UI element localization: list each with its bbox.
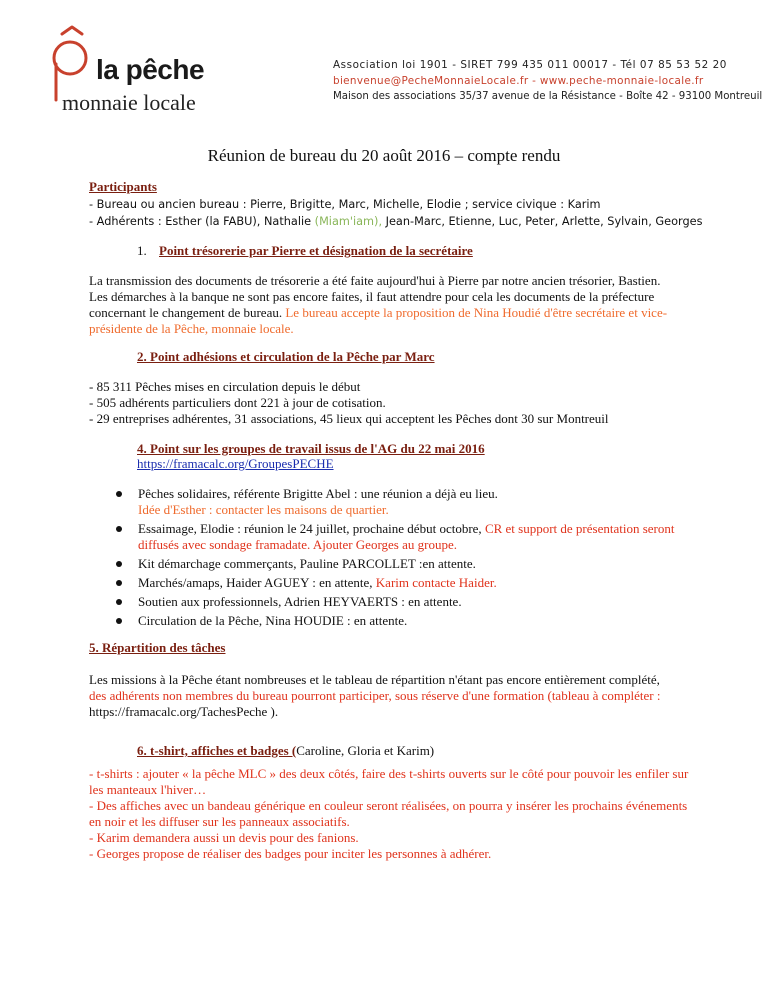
list-item <box>89 594 689 610</box>
item-text: Soutien aux professionnels, Adrien HEYVAERTS : en attente. <box>138 594 462 609</box>
section6-heading-row <box>137 743 434 759</box>
item-note: Karim contacte Haider. <box>375 575 497 590</box>
groups-link[interactable]: https://framacalc.org/GroupesPECHE <box>137 456 334 471</box>
bullet-icon <box>116 526 122 532</box>
section1-heading-row <box>137 243 473 259</box>
section2-list <box>89 379 689 427</box>
participants-members <box>89 213 703 230</box>
participants-heading: Participants <box>89 179 157 194</box>
section6-line: - Karim demandera aussi un devis pour des fanions. <box>89 830 359 845</box>
item-text: Marchés/amaps, Haider AGUEY : en attente, <box>138 575 376 590</box>
item-text: Circulation de la Pêche, Nina HOUDIE : en attente. <box>138 613 408 628</box>
section2-line: - 505 adhérents particuliers dont 221 à jour de cotisation. <box>89 395 386 410</box>
org-address-line: Maison des associations 35/37 avenue de la Résistance - Boîte 42 - 93100 Montreuil <box>333 91 763 102</box>
bullet-icon <box>116 618 122 624</box>
section6-line: - Des affiches avec un bandeau générique en couleur seront réalisées, on pourra y insérer les prochains événements en noir et les diffuser sur les panneaux associatifs. <box>89 798 688 829</box>
section1-body <box>89 273 679 337</box>
page-title: Réunion de bureau du 20 août 2016 – compte rendu <box>207 146 561 165</box>
section6-heading: 6. t-shirt, affiches et badges ( <box>137 743 297 758</box>
section5-text-b: https://framacalc.org/TachesPeche ). <box>89 704 279 719</box>
org-legal-line: Association loi 1901 - SIRET 799 435 011 00017 - Tél 07 85 53 52 20 <box>333 59 727 71</box>
section4-heading: 4. Point sur les groupes de travail issus de l'AG du 22 mai 2016 <box>137 441 485 456</box>
list-item <box>89 613 689 629</box>
section1-heading: Point trésorerie par Pierre et désignation de la secrétaire <box>159 243 473 258</box>
section1-number: 1. <box>137 243 147 258</box>
list-item <box>89 521 689 553</box>
item-text: Kit démarchage commerçants, Pauline PARCOLLET :en attente. <box>138 556 476 571</box>
logo-name: la pêche <box>96 54 205 85</box>
section5-text-a: Les missions à la Pêche étant nombreuses et le tableau de répartition n'étant pas encore entièrement complété, <box>89 672 660 687</box>
bullet-icon <box>116 491 122 497</box>
bullet-icon <box>116 599 122 605</box>
members-text-b: Jean-Marc, Etienne, Luc, Peter, Arlette, Sylvain, Georges <box>382 215 703 228</box>
working-groups-list <box>89 486 689 632</box>
section6-list <box>89 766 689 862</box>
members-highlight: (Miam'iam), <box>314 215 383 228</box>
logo-subtitle: monnaie locale <box>62 90 196 115</box>
list-item <box>89 486 689 518</box>
item-text: Essaimage, Elodie : réunion le 24 juillet, prochaine début octobre, <box>138 521 485 536</box>
item-note: Idée d'Esther : contacter les maisons de quartier. <box>138 502 389 517</box>
members-text-a: - Adhérents : Esther (la FABU), Nathalie <box>89 215 315 228</box>
section2-heading: 2. Point adhésions et circulation de la Pêche par Marc <box>137 349 435 364</box>
item-note: CR et support de présentation seront diffusés avec sondage framadate. Ajouter Georges au groupe. <box>138 521 675 552</box>
section5-note: des adhérents non membres du bureau pourront participer, sous réserve d'une formation (tableau à compléter : <box>89 688 661 703</box>
bullet-icon <box>116 561 122 567</box>
org-contact-line[interactable]: bienvenue@PecheMonnaieLocale.fr - www.peche-monnaie-locale.fr <box>333 74 704 87</box>
section6-line: - Georges propose de réaliser des badges pour inciter les personnes à adhérer. <box>89 846 492 861</box>
section5-heading: 5. Répartition des tâches <box>89 640 226 655</box>
participants-bureau: - Bureau ou ancien bureau : Pierre, Brigitte, Marc, Michelle, Elodie ; service civique : Karim <box>89 198 601 211</box>
logo <box>48 24 248 115</box>
section1-decision: Le bureau accepte la proposition de Nina Houdié d'être secrétaire et vice-présidente de la Pêche, monnaie locale. <box>89 305 668 336</box>
section2-line: - 85 311 Pêches mises en circulation depuis le début <box>89 379 361 394</box>
section6-heading-names: Caroline, Gloria et Karim) <box>296 743 435 758</box>
bullet-icon <box>116 580 122 586</box>
section1-text: La transmission des documents de trésorerie a été faite aujourd'hui à Pierre par notre ancien trésorier, Bastien. Les démarches à la banque ne sont pas encore faites, il faut attendre pour cela les documents de la préfecture concernant le changement de bureau. <box>89 273 661 320</box>
list-item <box>89 575 689 591</box>
section6-line: - t-shirts : ajouter « la pêche MLC » des deux côtés, faire des t-shirts ouverts sur le côté pour pouvoir les enfiler sur les manteaux l'hiver… <box>89 766 689 797</box>
section2-line: - 29 entreprises adhérentes, 31 associations, 45 lieux qui acceptent les Pêches dont 30 sur Montreuil <box>89 411 609 426</box>
list-item <box>89 556 689 572</box>
section5-body <box>89 672 679 720</box>
organization-info <box>333 58 762 105</box>
item-text: Pêches solidaires, référente Brigitte Abel : une réunion a déjà eu lieu. <box>138 486 498 501</box>
